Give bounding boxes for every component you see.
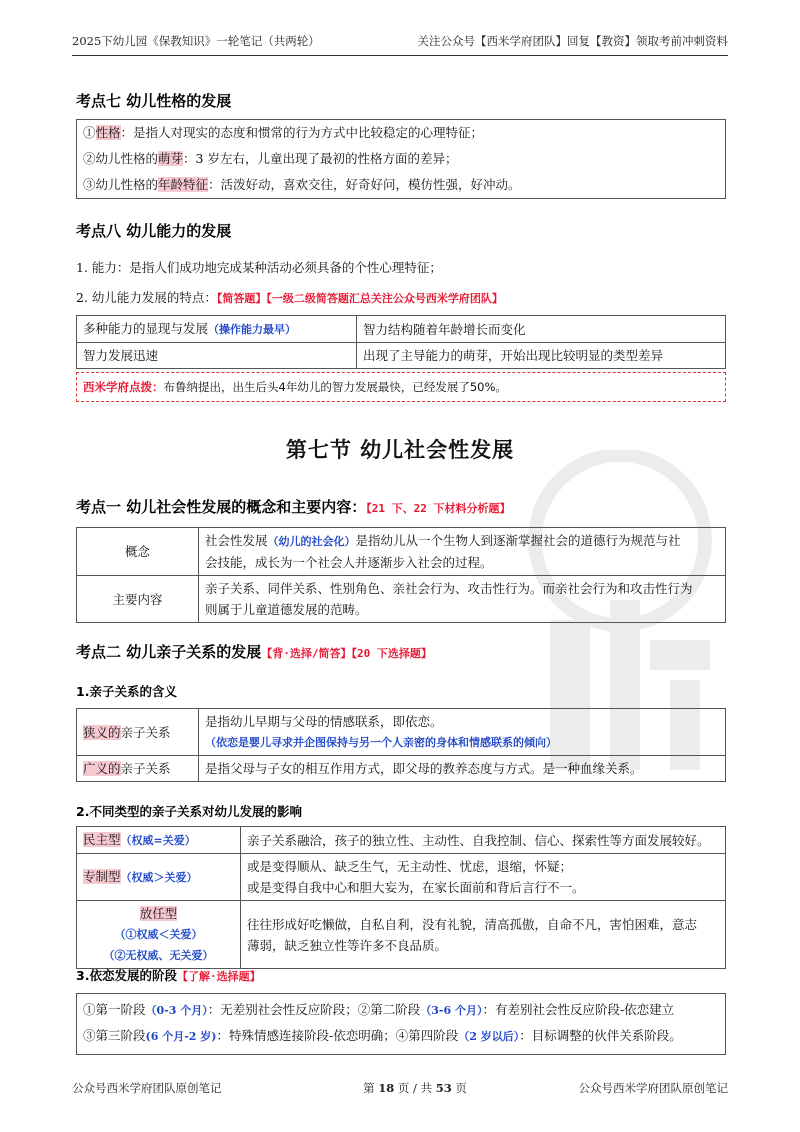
stage3-pre: ③第三阶段 bbox=[83, 1028, 146, 1043]
tip-text: 布鲁纳提出，出生后头4年幼儿的智力发展最快，已经发展了50%。 bbox=[163, 380, 507, 394]
s1-concept-pre: 社会性发展 bbox=[205, 533, 268, 548]
kp8-row2-left: 智力发展迅速 bbox=[77, 343, 357, 369]
kp8-row2-right: 出现了主导能力的萌芽，开始出现比较明显的类型差异 bbox=[357, 343, 726, 369]
s1-concept-line1 bbox=[205, 530, 719, 552]
kp7-l3-pre: ③幼儿性格的 bbox=[83, 177, 159, 192]
narrow-def-cell bbox=[199, 709, 726, 756]
kp7-l3-term: 年龄特征 bbox=[158, 177, 209, 192]
kp7-l3-post: ：活泼好动，喜欢交往，好奇好问，模仿性强，好冲动。 bbox=[208, 177, 521, 192]
permissive-desc-1: 往往形成好吃懒做，自私自利，没有礼貌，清高孤傲，自命不凡，害怕困难，意志 bbox=[247, 916, 698, 932]
stage2-pre: ②第二阶段 bbox=[357, 1002, 421, 1017]
narrow-def: 是指幼儿早期与父母的情感联系，即依恋。 bbox=[205, 714, 443, 729]
authoritarian-term: 专制型 bbox=[83, 869, 121, 884]
table-row bbox=[77, 756, 726, 782]
stages-line-1 bbox=[77, 997, 725, 1023]
kp8-item-2 bbox=[76, 288, 503, 306]
section-title: 第七节 幼儿社会性发展 bbox=[285, 438, 515, 462]
kp7-box bbox=[76, 119, 726, 199]
kp7-line-1 bbox=[77, 120, 725, 146]
s2-title-text: 考点二 幼儿亲子关系的发展 bbox=[76, 643, 262, 661]
page-post: 页 bbox=[455, 1081, 467, 1095]
s2-sub3-text: 3.依恋发展的阶段 bbox=[76, 968, 177, 983]
s1-concept-post: 是指幼儿从一个生物人到逐渐掌握社会的道德行为规范与社 bbox=[355, 533, 681, 548]
kp7-l2-term: 萌芽 bbox=[158, 151, 184, 166]
narrow-label bbox=[77, 709, 199, 756]
authoritarian-desc-cell bbox=[241, 854, 726, 901]
broad-rest: 亲子关系 bbox=[120, 761, 171, 776]
s1-content-label: 主要内容 bbox=[77, 576, 199, 623]
table-row bbox=[77, 709, 726, 756]
page-header bbox=[72, 30, 728, 56]
footer-left-text: 公众号西米学府团队原创笔记 bbox=[72, 1081, 222, 1095]
permissive-desc-2: 薄弱，缺乏独立性等许多不良品质。 bbox=[247, 937, 448, 953]
s1-table bbox=[76, 527, 726, 623]
stage1-note: （0-3 个月） bbox=[145, 1004, 208, 1017]
s2-title bbox=[76, 641, 432, 662]
s2-tag-2: 【20 下选择题】 bbox=[351, 647, 432, 660]
democratic-term: 民主型 bbox=[83, 832, 121, 847]
tip-label: 西米学府点拨： bbox=[83, 380, 164, 394]
permissive-desc-cell bbox=[241, 901, 726, 969]
kp7-line-3 bbox=[77, 172, 725, 198]
s1-concept-cell bbox=[199, 528, 726, 576]
s1-title-text: 考点一 幼儿社会性发展的概念和主要内容： bbox=[76, 498, 367, 516]
page-total: 53 bbox=[435, 1081, 452, 1095]
narrow-rest: 亲子关系 bbox=[120, 724, 171, 740]
s1-concept-line2: 会技能，成长为一个社会人并逐渐步入社会的过程。 bbox=[205, 555, 493, 570]
narrow-term: 狭义的 bbox=[83, 724, 121, 740]
stage4-post: ：目标调整的伙伴关系阶段。 bbox=[519, 1028, 682, 1043]
kp7-l2-post: ：3 岁左右，儿童出现了最初的性格方面的差异； bbox=[183, 151, 458, 166]
kp8-row1-note: （操作能力最早） bbox=[208, 323, 297, 336]
table-row bbox=[77, 528, 726, 576]
narrow-note: （依恋是婴儿寻求并企图保持与另一个人亲密的身体和情感联系的倾向） bbox=[205, 736, 557, 749]
attachment-stages-box bbox=[76, 993, 726, 1055]
kp8-ability-table bbox=[76, 315, 726, 369]
permissive-note-1: （①权威＜关爱） bbox=[114, 928, 203, 941]
s2-tag-1: 【背·选择/简答】 bbox=[261, 647, 352, 660]
table-row bbox=[77, 901, 726, 969]
kp8-row1-right: 智力结构随着年龄增长而变化 bbox=[357, 316, 726, 343]
kp8-tag-short-answer: 【简答题】 bbox=[216, 292, 267, 305]
s2-types-table bbox=[76, 826, 726, 969]
page-mid: 页 / 共 bbox=[397, 1081, 433, 1095]
table-row bbox=[77, 827, 726, 854]
kp7-l2-pre: ②幼儿性格的 bbox=[83, 151, 159, 166]
authoritarian-desc-1: 或是变得顺从、缺乏生气，无主动性、忧虑，退缩，怀疑； bbox=[247, 859, 573, 874]
kp8-item-1: 1. 能力：是指人们成功地完成某种活动必须具备的个性心理特征； bbox=[76, 260, 442, 275]
kp8-title: 考点八 幼儿能力的发展 bbox=[76, 222, 232, 240]
s1-concept-note: （幼儿的社会化） bbox=[267, 535, 356, 548]
stage1-post: ：无差别社会性反应阶段； bbox=[207, 1002, 358, 1017]
broad-label bbox=[77, 756, 199, 782]
permissive-label bbox=[77, 901, 241, 969]
permissive-note-2: （②无权威、无关爱） bbox=[103, 949, 214, 962]
table-row bbox=[77, 854, 726, 901]
s1-content-line2: 则属于儿童道德发展的范畴。 bbox=[205, 602, 368, 617]
page-footer bbox=[72, 1080, 728, 1096]
kp8-tip-box bbox=[76, 372, 726, 402]
kp7-l1-post: ：是指人对现实的态度和惯常的行为方式中比较稳定的心理特征； bbox=[120, 125, 484, 140]
stage1-pre: ①第一阶段 bbox=[83, 1002, 146, 1017]
footer-right-text: 公众号西米学府团队原创笔记 bbox=[578, 1081, 728, 1095]
democratic-note: （权威=关爱） bbox=[120, 834, 196, 847]
broad-def: 是指父母与子女的相互作用方式，即父母的教养态度与方式。是一种血缘关系。 bbox=[199, 756, 726, 782]
stage2-note: （3-6 个月） bbox=[420, 1004, 483, 1017]
s1-content-line1: 亲子关系、同伴关系、性别角色、亲社会行为、攻击性行为。而亲社会行为和攻击性行为 bbox=[205, 581, 693, 596]
page-number bbox=[333, 1080, 467, 1096]
s2-sub3 bbox=[76, 966, 261, 984]
s2-parent-child-table bbox=[76, 708, 726, 782]
stage3-post: ：特殊情感连接阶段-依恋明确； bbox=[216, 1028, 396, 1043]
s2-sub3-tag: 【了解·选择题】 bbox=[176, 970, 261, 983]
authoritarian-note: （权威＞关爱） bbox=[120, 871, 198, 884]
header-right-text: 关注公众号【西米学府团队】回复【教资】领取考前冲刺资料 bbox=[417, 34, 728, 48]
header-left-text: 2025下幼儿园《保教知识》一轮笔记（共两轮） bbox=[72, 34, 320, 48]
kp7-l1-term: 性格 bbox=[95, 125, 121, 140]
s2-sub1: 1.亲子关系的含义 bbox=[76, 684, 177, 699]
stages-line-2 bbox=[77, 1023, 725, 1049]
page-current: 18 bbox=[378, 1081, 395, 1095]
authoritarian-label bbox=[77, 854, 241, 901]
authoritarian-desc-2: 或是变得自我中心和胆大妄为，在家长面前和背后言行不一。 bbox=[247, 880, 585, 895]
stage3-note: (6 个月-2 岁) bbox=[145, 1030, 217, 1043]
democratic-desc: 亲子关系融洽，孩子的独立性、主动性、自我控制、信心、探索性等方面发展较好。 bbox=[241, 827, 726, 854]
kp8-row1-left-text: 多种能力的显现与发展 bbox=[83, 321, 209, 336]
s1-title bbox=[76, 496, 510, 517]
kp7-l1-pre: ① bbox=[83, 125, 96, 140]
s1-tag: 【21 下、22 下材料分析题】 bbox=[366, 502, 511, 515]
s1-content-cell bbox=[199, 576, 726, 623]
stage4-note: （2 岁以后） bbox=[458, 1030, 520, 1043]
s1-concept-label: 概念 bbox=[77, 528, 199, 576]
s2-sub2: 2.不同类型的亲子关系对幼儿发展的影响 bbox=[76, 804, 302, 819]
kp8-tag-summary: 【一级二级简答题汇总关注公众号西米学府团队】 bbox=[266, 292, 503, 305]
kp8-row1-left bbox=[77, 316, 357, 343]
permissive-term: 放任型 bbox=[139, 906, 178, 921]
kp8-item-2-text: 2. 幼儿能力发展的特点： bbox=[76, 290, 217, 305]
page-pre: 第 bbox=[363, 1081, 375, 1095]
stage2-post: ：有差别社会性反应阶段-依恋建立 bbox=[482, 1002, 675, 1017]
table-row bbox=[77, 343, 726, 369]
kp7-line-2 bbox=[77, 146, 725, 172]
table-row bbox=[77, 316, 726, 343]
table-row bbox=[77, 576, 726, 623]
broad-term: 广义的 bbox=[83, 761, 121, 776]
kp7-title: 考点七 幼儿性格的发展 bbox=[76, 92, 232, 110]
stage4-pre: ④第四阶段 bbox=[395, 1028, 459, 1043]
democratic-label bbox=[77, 827, 241, 854]
